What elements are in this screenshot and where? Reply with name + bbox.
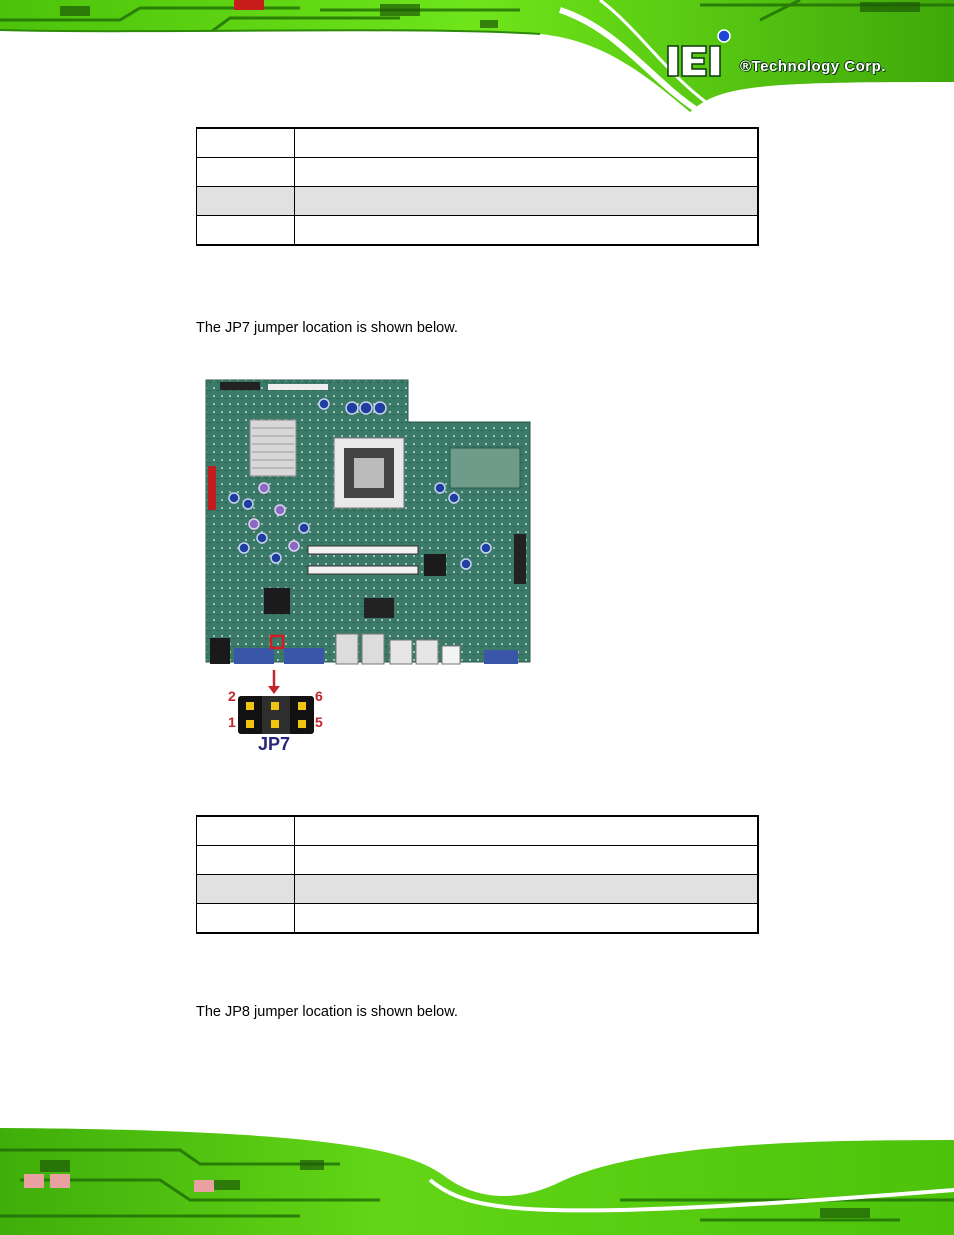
table-cell bbox=[295, 846, 759, 875]
table-cell bbox=[295, 816, 759, 846]
table-cell bbox=[197, 846, 295, 875]
table-row bbox=[197, 216, 759, 246]
table-row bbox=[197, 904, 759, 934]
motherboard-image bbox=[204, 378, 534, 668]
jumper-settings-table-1 bbox=[196, 127, 759, 246]
pin-label-2: 2 bbox=[228, 688, 236, 704]
table-cell bbox=[197, 128, 295, 158]
table-cell bbox=[295, 904, 759, 934]
table-cell bbox=[197, 875, 295, 904]
table-row bbox=[197, 875, 759, 904]
table-cell bbox=[197, 158, 295, 187]
table-cell bbox=[295, 128, 759, 158]
brand-name: ®Technology Corp. bbox=[740, 58, 886, 75]
jumper-label: JP7 bbox=[258, 734, 291, 754]
table-row bbox=[197, 846, 759, 875]
table-cell bbox=[197, 816, 295, 846]
table-cell bbox=[197, 904, 295, 934]
footer-pcb-banner bbox=[0, 1120, 954, 1235]
jp8-location-paragraph: The JP8 jumper location is shown below. bbox=[196, 1004, 458, 1020]
table-row bbox=[197, 128, 759, 158]
jp7-location-paragraph: The JP7 jumper location is shown below. bbox=[196, 320, 458, 336]
table-cell bbox=[295, 187, 759, 216]
table-cell bbox=[295, 216, 759, 246]
table-row bbox=[197, 158, 759, 187]
table-cell bbox=[295, 158, 759, 187]
pin-label-6: 6 bbox=[315, 688, 323, 704]
table-cell bbox=[197, 187, 295, 216]
pin-label-5: 5 bbox=[315, 714, 323, 730]
table-cell bbox=[197, 216, 295, 246]
jumper-settings-table-2 bbox=[196, 815, 759, 934]
table-row bbox=[197, 187, 759, 216]
pin-label-1: 1 bbox=[228, 714, 236, 730]
table-row bbox=[197, 816, 759, 846]
table-cell bbox=[295, 875, 759, 904]
